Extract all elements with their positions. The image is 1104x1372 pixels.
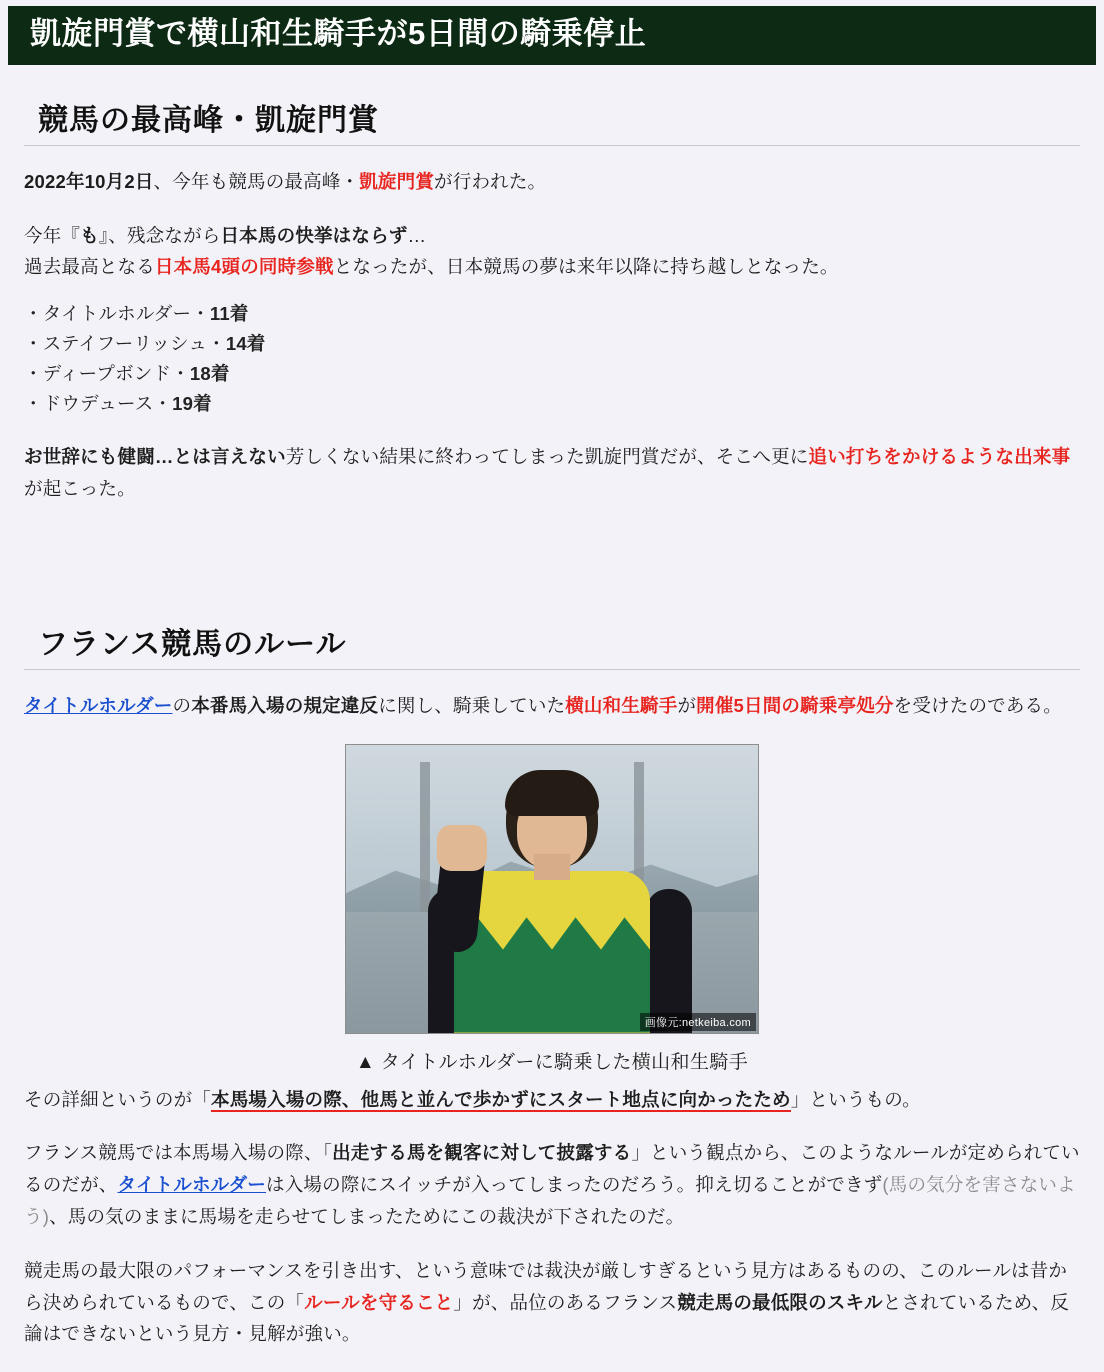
paragraph-2-1: [24, 690, 1080, 722]
highlight-suspension: 開催5日間の騎乗亭処分: [696, 694, 894, 716]
quote-reason: 本馬場入場の際、他馬と並んで歩かずにスタート地点に向かったため: [211, 1088, 791, 1110]
jockey-photo: [345, 744, 759, 1034]
link-titleholder[interactable]: タイトルホルダー: [24, 694, 173, 716]
photo-pole-left: [420, 762, 430, 912]
paragraph-1-1: [24, 166, 1080, 198]
photo-arm-right: [646, 889, 692, 1033]
photo-neck: [534, 854, 570, 880]
list-item: [24, 329, 1080, 359]
horse-name: ・ドウデュース・: [24, 393, 173, 415]
figure-caption: ▲ タイトルホルダーに騎乗した横山和生騎手: [355, 1051, 749, 1073]
paragraph-1-3: [24, 441, 1080, 505]
paragraph-1-2: [24, 220, 1080, 284]
emphasis-rule-violation: 本番馬入場の規定違反: [191, 694, 379, 716]
paragraph-2-2: [24, 1084, 1080, 1116]
horse-rank: 18着: [189, 363, 230, 385]
paragraph-1-2-a: 今年『: [24, 224, 81, 246]
paragraph-2-3-e: は入場の際にスイッチが入ってしまったのだろう。抑え切ることができず: [266, 1174, 883, 1196]
image-credit: 画像元:netkeiba.com: [640, 1013, 756, 1031]
photo-hair: [505, 770, 599, 816]
section-spacer: [24, 527, 1080, 589]
paragraph-2-2-a: その詳細というのが「: [24, 1088, 212, 1110]
paragraph-1-2-c: 』、残念ながら: [98, 224, 221, 246]
article-body: [0, 95, 1104, 1350]
paragraph-2-4-e: とされているため、反論はできないという見方・見解が強い。: [24, 1291, 1070, 1345]
horse-name: ・ディープボンド・: [24, 363, 190, 385]
section-heading-1: 競馬の最高峰・凱旋門賞: [38, 103, 379, 137]
divider-1: [24, 145, 1080, 146]
paragraph-1-3-b: 芳しくない結果に終わってしまった凱旋門賞だが、そこへ更に: [285, 446, 809, 468]
paragraph-2-3-c: 」という観点から、このようなルールが定められているのだが、: [24, 1142, 1080, 1196]
list-item: [24, 359, 1080, 389]
paragraph-2-1-b: の: [172, 694, 192, 716]
emphasis-minimum-skill: 競走馬の最低限のスキル: [677, 1291, 883, 1313]
highlight-four-horses: 日本馬4頭の同時参戦: [154, 256, 334, 278]
paragraph-2-1-f: が: [677, 694, 697, 716]
emphasis-show-horses: 出走する馬を観客に対して披露する: [332, 1142, 632, 1164]
paragraph-2-3: [24, 1137, 1080, 1232]
paragraph-2-3-a: フランス競馬では本馬場入場の際、「: [24, 1142, 333, 1164]
link-titleholder-2[interactable]: タイトルホルダー: [117, 1174, 267, 1196]
bottom-fade: [0, 1356, 1104, 1372]
paragraph-2-1-h: を受けたのである。: [893, 694, 1062, 716]
section-heading-2: フランス競馬のルール: [38, 627, 347, 661]
result-list: [24, 299, 1080, 419]
divider-2: [24, 669, 1080, 670]
emphasis-no-feat: 日本馬の快挙はならず: [220, 224, 408, 246]
horse-rank: 19着: [172, 393, 212, 415]
race-name-highlight: 凱旋門賞: [359, 170, 435, 192]
paragraph-2-4-a: 競走馬の最大限のパフォーマンスを引き出す、という意味では裁決が厳しすぎるという見方はあるものの、このルールは昔から決められているもので、この「: [24, 1259, 1068, 1313]
horse-rank: 11着: [209, 303, 249, 325]
horse-name: ・タイトルホルダー・: [24, 303, 210, 325]
figure-jockey: [24, 744, 1080, 1074]
list-item: [24, 389, 1080, 419]
paragraph-1-1-b: 、今年も競馬の最高峰・: [153, 170, 360, 192]
emphasis-not-good: お世辞にも健闘…とは言えない: [24, 446, 286, 468]
paragraph-2-4-c: 」が、品位のあるフランス: [453, 1291, 678, 1313]
date-text: 2022年10月2日: [24, 170, 154, 192]
paragraph-1-3-d: が起こった。: [24, 477, 136, 499]
horse-name: ・ステイフーリッシュ・: [24, 333, 226, 355]
paragraph-2-4: [24, 1255, 1080, 1350]
aside-horse-mood: (馬の気分を害さないよう): [24, 1174, 1076, 1227]
photo-fist: [437, 825, 487, 871]
highlight-piling-on: 追い打ちをかけるような出来事: [808, 446, 1071, 468]
paragraph-2-3-g: 、馬の気のままに馬場を走らせてしまったためにこの裁決が下されたのだ。: [49, 1205, 685, 1227]
paragraph-1-2-h: となったが、日本競馬の夢は来年以降に持ち越しとなった。: [333, 256, 839, 278]
paragraph-1-2-e: …: [407, 224, 427, 246]
page-title: 凱旋門賞で横山和生騎手が5日間の騎乗停止: [8, 6, 1096, 65]
list-item: [24, 299, 1080, 329]
paragraph-2-1-d: に関し、騎乗していた: [378, 694, 566, 716]
highlight-follow-rules: ルールを守ること: [304, 1291, 454, 1313]
paragraph-1-1-d: が行われた。: [434, 170, 547, 192]
highlight-jockey-name: 横山和生騎手: [565, 694, 678, 716]
paragraph-1-2-f: 過去最高となる: [24, 256, 155, 278]
horse-rank: 14着: [225, 333, 266, 355]
emphasis-mo: も: [80, 224, 99, 246]
paragraph-2-2-c: 」というもの。: [790, 1088, 921, 1110]
